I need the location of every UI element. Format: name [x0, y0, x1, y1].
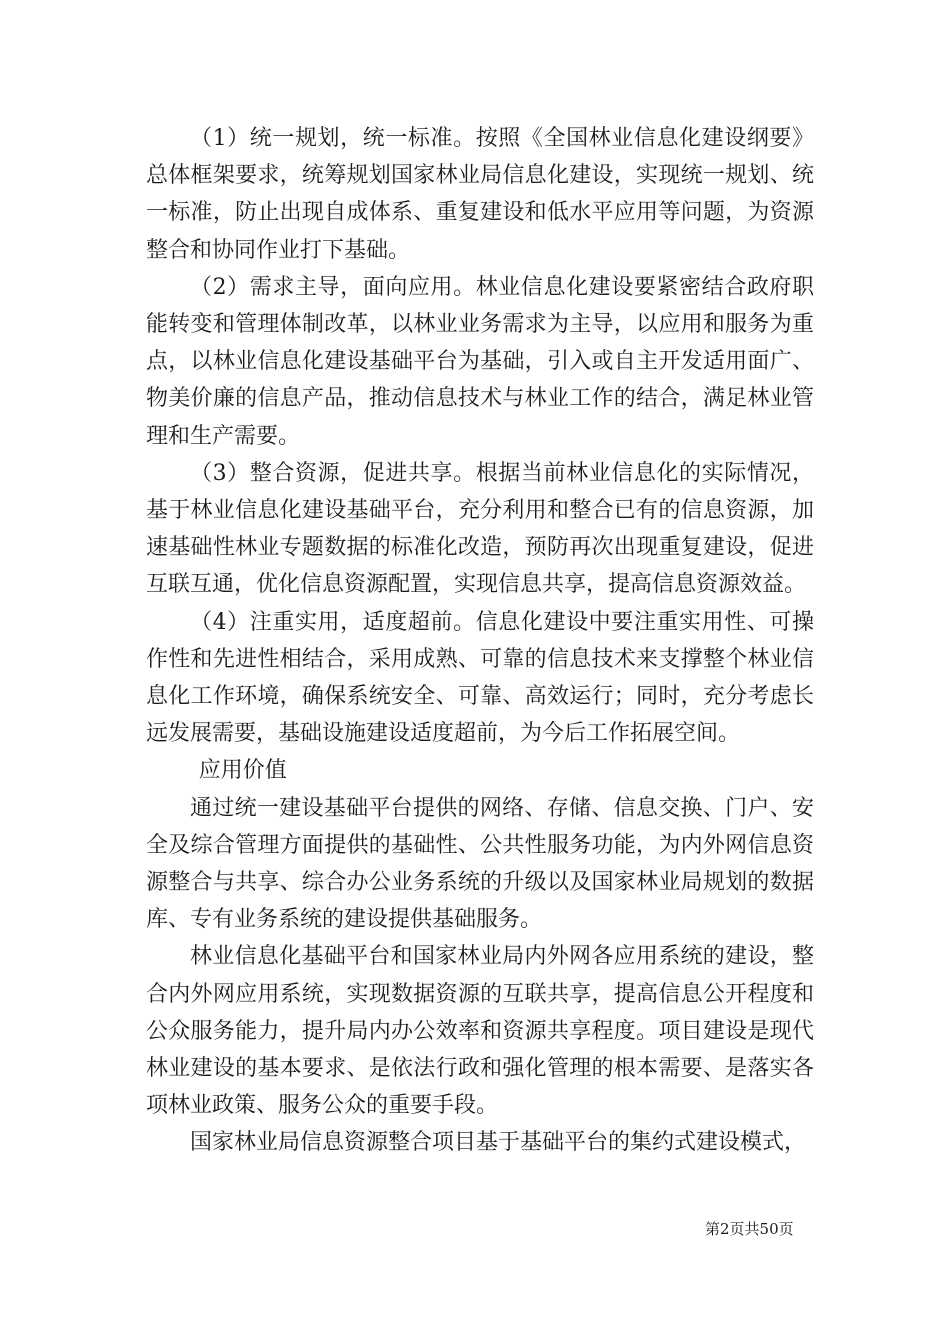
principle-paragraph-3: （3）整合资源，促进共享。根据当前林业信息化的实际情况，基于林业信息化建设基础平台，充分利用和整合已有的信息资源，加速基础性林业专题数据的标准化改造，预防再次出现重复建设，促进互联互通，优化信息资源配置，实现信息共享，提高信息资源效益。: [146, 460, 814, 598]
principle-paragraph-1: （1）统一规划，统一标准。按照《全国林业信息化建设纲要》总体框架要求，统筹规划国家林业局信息化建设，实现统一规划、统一标准，防止出现自成体系、重复建设和低水平应用等问题，为资源整合和协同作业打下基础。: [146, 126, 814, 263]
value-paragraph-2: 林业信息化基础平台和国家林业局内外网各应用系统的建设，整合内外网应用系统，实现数据资源的互联共享，提高信息公开程度和公众服务能力，提升局内办公效率和资源共享程度。项目建设是现代林业建设的基本要求、是依法行政和强化管理的根本需要、是落实各项林业政策、服务公众的重要手段。: [146, 944, 814, 1119]
principle-paragraph-4: （4）注重实用，适度超前。信息化建设中要注重实用性、可操作性和先进性相结合，采用成熟、可靠的信息技术来支撑整个林业信息化工作环境，确保系统安全、可靠、高效运行；同时，充分考虑长远发展需要，基础设施建设适度超前，为今后工作拓展空间。: [146, 609, 814, 747]
page-number: 第2页共50页: [705, 1220, 794, 1238]
value-paragraph-3: 国家林业局信息资源整合项目基于基础平台的集约式建设模式，: [190, 1130, 807, 1156]
principle-paragraph-2: （2）需求主导，面向应用。林业信息化建设要紧密结合政府职能转变和管理体制改革，以林业业务需求为主导，以应用和服务为重点，以林业信息化建设基础平台为基础，引入或自主开发适用面广、物美价廉的信息产品，推动信息技术与林业工作的结合，满足林业管理和生产需要。: [146, 274, 814, 449]
section-heading: 应用价值: [198, 758, 287, 784]
value-paragraph-1: 通过统一建设基础平台提供的网络、存储、信息交换、门户、安全及综合管理方面提供的基础性、公共性服务功能，为内外网信息资源整合与共享、综合办公业务系统的升级以及国家林业局规划的数据库、专有业务系统的建设提供基础服务。: [146, 795, 814, 933]
document-body: [146, 120, 814, 1162]
